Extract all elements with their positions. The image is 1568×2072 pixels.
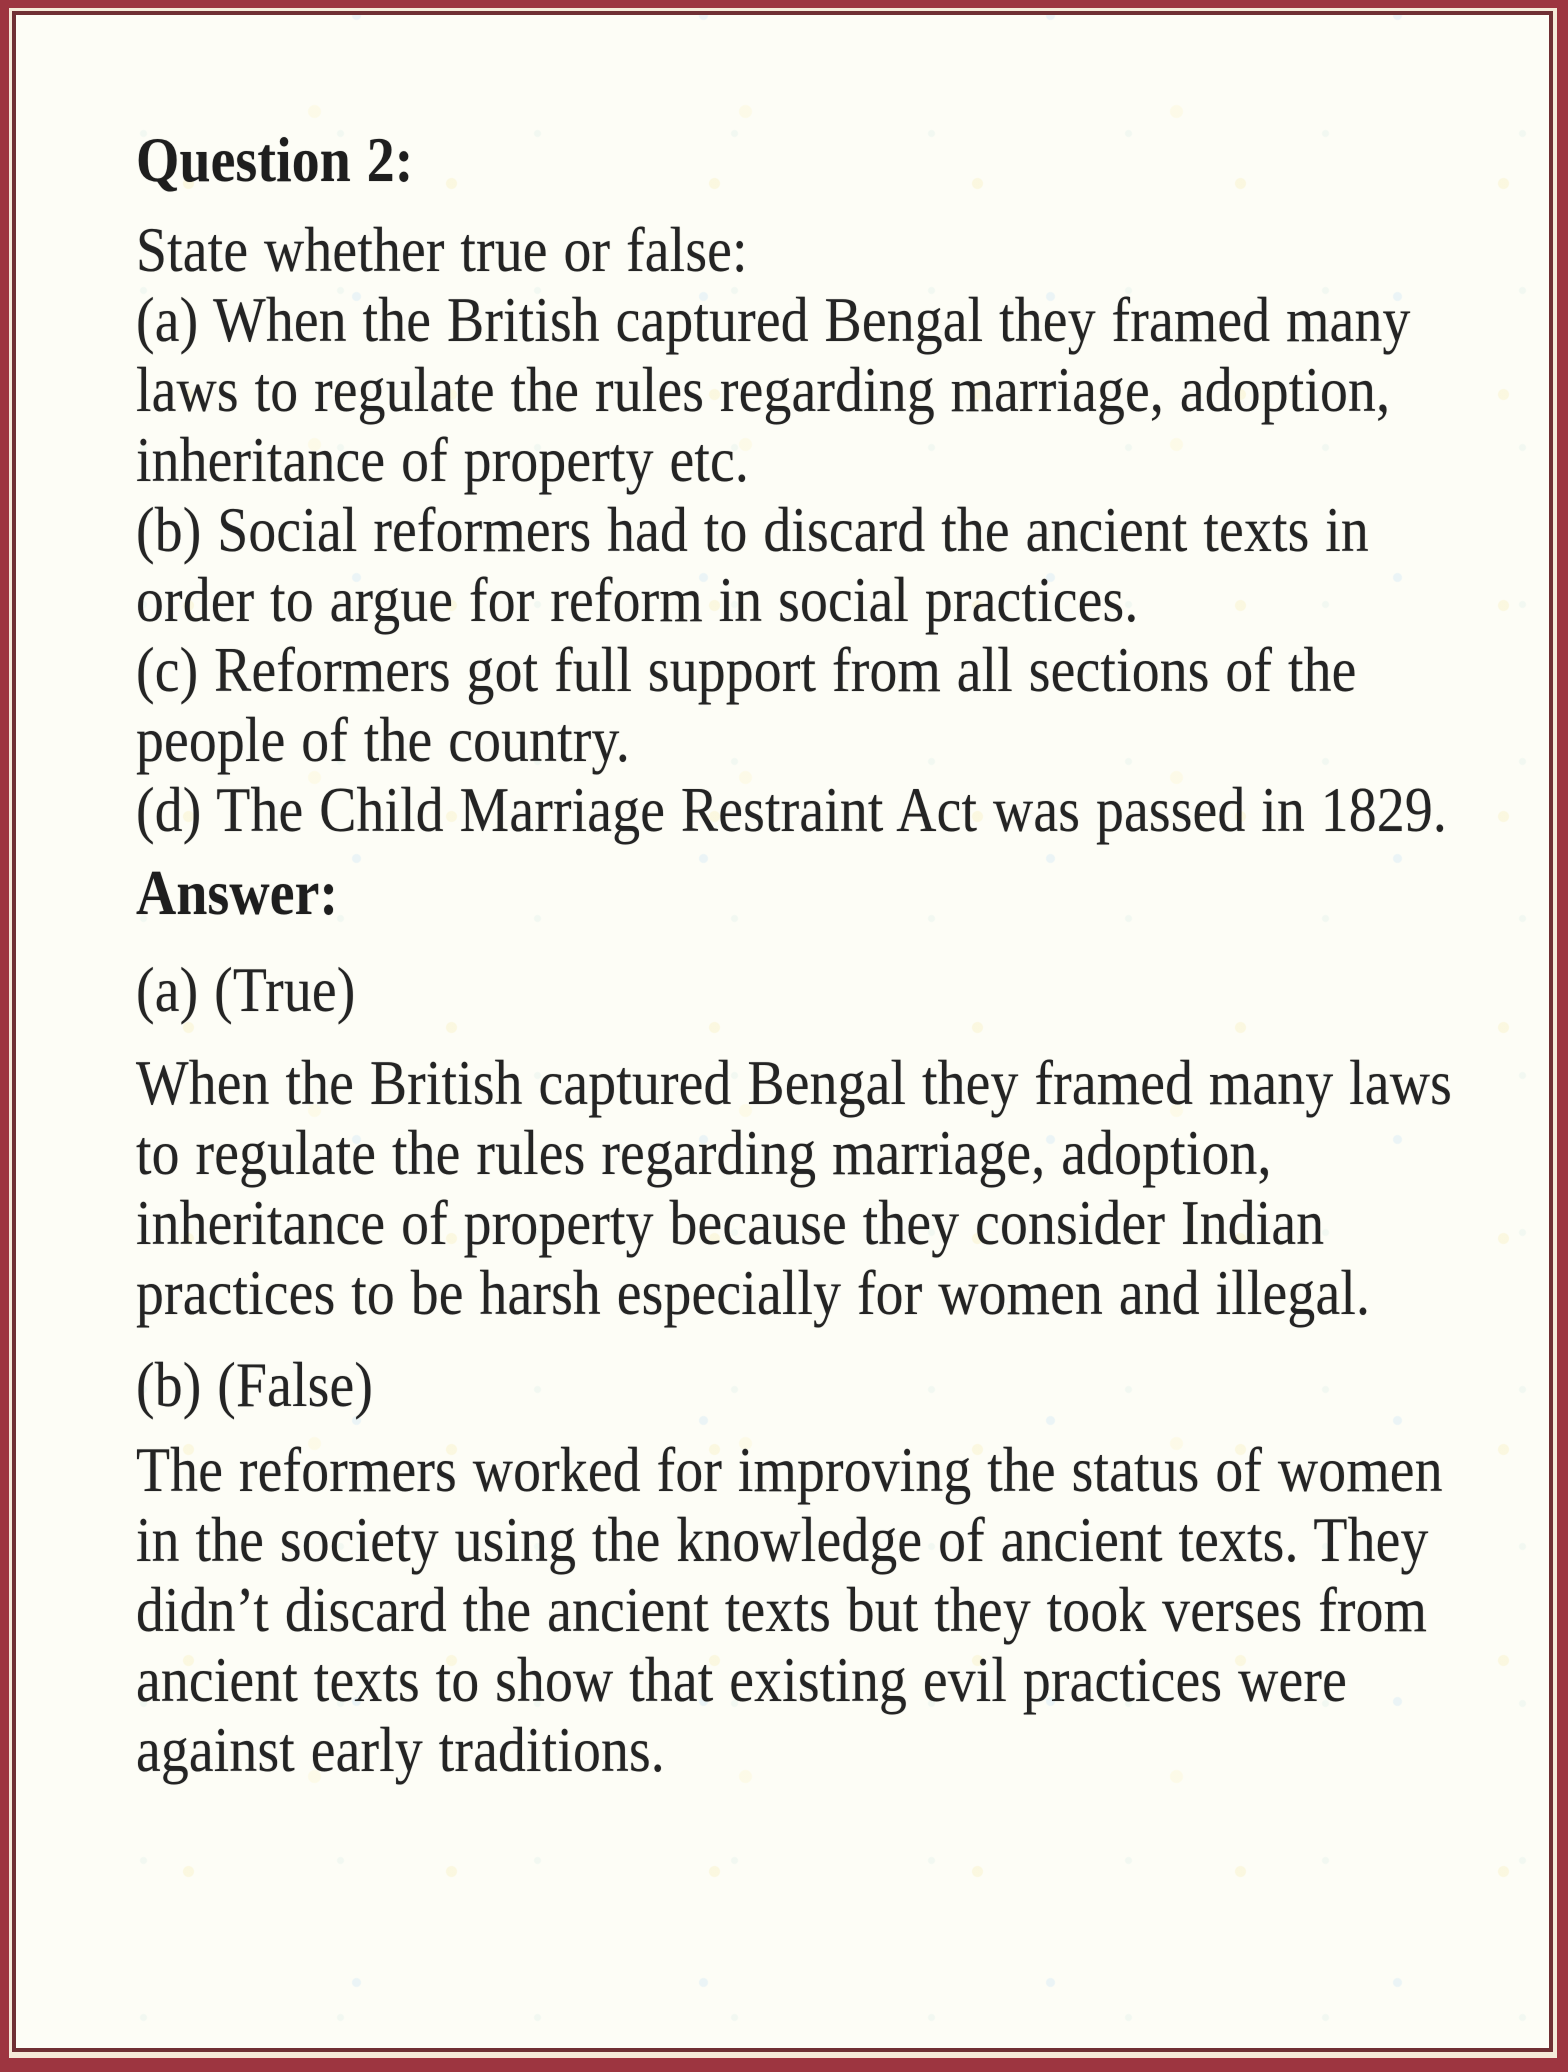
text-line: When the British captured Bengal they framed many laws <box>136 1047 1452 1118</box>
text-line: people of the country. <box>136 704 631 775</box>
answer-a-label: (a) (True) <box>136 954 356 1025</box>
answer-a-label-row <box>136 955 1536 1025</box>
text-line: in the society using the knowledge of ancient texts. They <box>136 1504 1429 1575</box>
text-line: didn’t discard the ancient texts but they took verses from <box>136 1574 1428 1645</box>
page-border-gap <box>9 8 1557 2058</box>
text-line: The reformers worked for improving the status of women <box>136 1434 1443 1505</box>
answer-heading: Answer: <box>136 857 339 928</box>
answer-a-paragraph <box>136 1048 1536 1328</box>
answer-section <box>136 858 1536 928</box>
text-line: practices to be harsh especially for women and illegal. <box>136 1257 1371 1328</box>
text-line: inheritance of property because they consider Indian <box>136 1187 1325 1258</box>
text-line: order to argue for reform in social practices. <box>136 564 1139 635</box>
answer-b-label-row <box>136 1350 1536 1420</box>
text-line: ancient texts to show that existing evil practices were <box>136 1644 1347 1715</box>
text-line: (b) Social reformers had to discard the ancient texts in <box>136 494 1369 565</box>
scanned-page <box>12 11 1553 2052</box>
document-text <box>136 125 1536 1785</box>
text-line: (d) The Child Marriage Restraint Act was passed in 1829. <box>136 774 1447 845</box>
text-line: laws to regulate the rules regarding marriage, adoption, <box>136 354 1391 425</box>
question-body <box>136 215 1536 845</box>
question-heading: Question 2: <box>136 124 414 195</box>
text-line: against early traditions. <box>136 1714 665 1785</box>
text-line: (a) When the British captured Bengal they framed many <box>136 284 1411 355</box>
text-line: inheritance of property etc. <box>136 424 750 495</box>
answer-b-label: (b) (False) <box>136 1349 374 1420</box>
answer-b-paragraph <box>136 1435 1536 1785</box>
text-line: (c) Reformers got full support from all sections of the <box>136 634 1357 705</box>
text-line: to regulate the rules regarding marriage, adoption, <box>136 1117 1272 1188</box>
text-column <box>16 15 1549 1785</box>
text-line: State whether true or false: <box>136 214 748 285</box>
